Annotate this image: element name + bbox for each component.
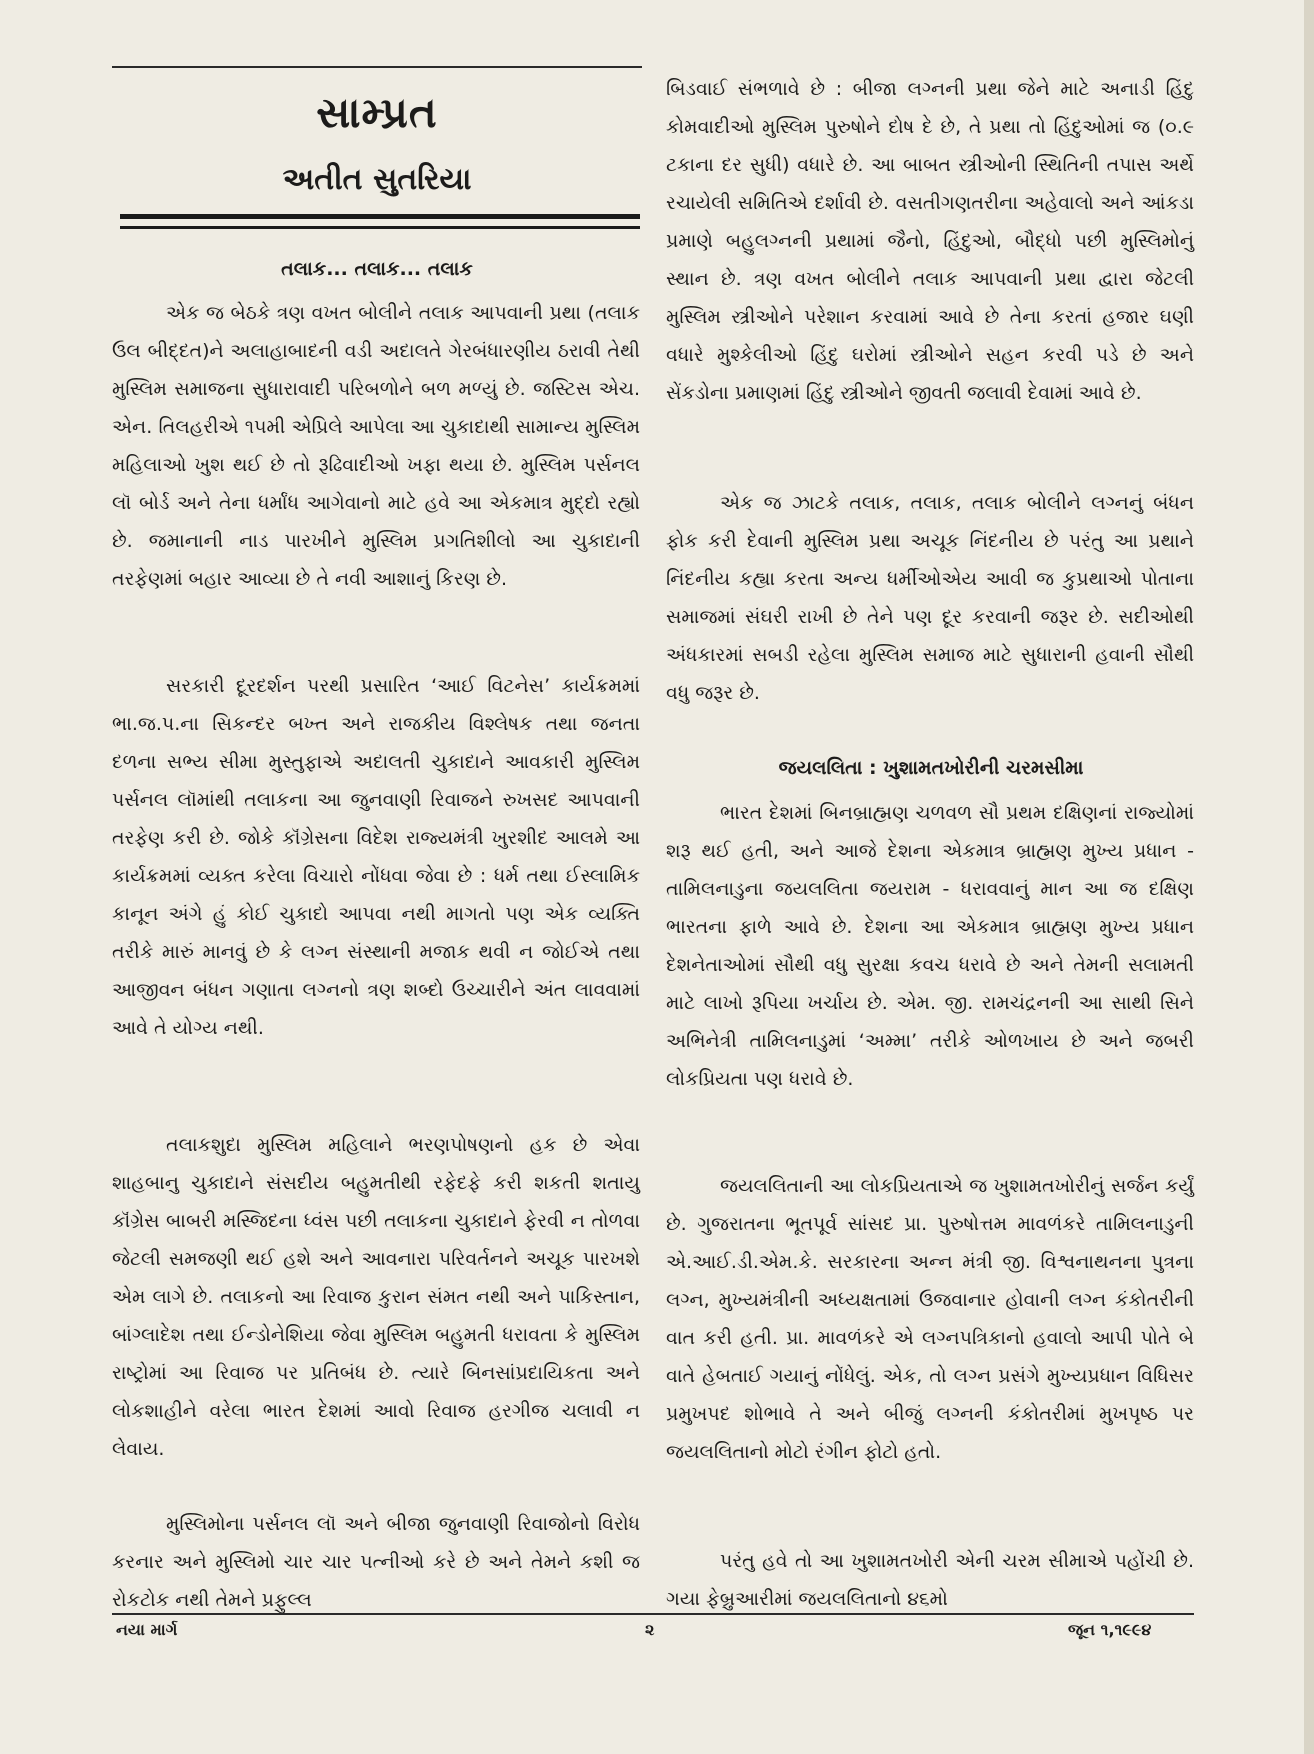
publication-name: નયા માર્ગ <box>116 1620 178 1639</box>
header-rule-thin <box>120 226 640 229</box>
paragraph: સરકારી દૂરદર્શન પરથી પ્રસારિત ‘આઈ વિટનેસ’ કાર્યક્રમમાં ભા.જ.પ.ના સિકન્દર બખ્ત અને રાજકીય વિશ્લેષક તથા જનતા દળના સભ્ય સીમા મુસ્તુફાએ અદાલતી ચુકાદાને આવકારી મુસ્લિમ પર્સનલ લૉમાંથી તલાકના આ જુનવાણી રિવાજને રુખસદ આપવાની તરફેણ કરી છે. જોકે કૉંગ્રેસના વિદેશ રાજ્યમંત્રી ખુરશીદ આલમે આ કાર્યક્રમમાં વ્યક્ત કરેલા વિચારો નોંધવા જેવા છે : ધર્મ તથા ઈસ્લામિક કાનૂન અંગે હું કોઈ ચુકાદો આપવા નથી માગતો પણ એક વ્યક્તિ તરીકે મારું માનવું છે કે લગ્ન સંસ્થાની મજાક થવી ન જોઈએ તથા આજીવન બંધન ગણાતા લગ્નનો ત્રણ શબ્દો ઉચ્ચારીને અંત લાવવામાં આવે તે યોગ્ય નથી. <box>112 675 640 1039</box>
paragraph: પરંતુ હવે તો આ ખુશામતખોરી એની ચરમ સીમાએ પહોંચી છે. ગયા ફેબ્રુઆરીમાં જયલલિતાનો ૪૬મો <box>666 1550 1194 1610</box>
article-block <box>666 1167 1194 1471</box>
author-name: અતીત સુતરિયા <box>282 162 472 197</box>
article-block <box>666 794 1194 1098</box>
article-block <box>112 667 640 1047</box>
issue-date: જૂન ૧,૧૯૯૪ <box>1068 1620 1152 1639</box>
section-heading-jayalalitha: જયલલિતા : ખુશામતખોરીની ચરમસીમા <box>778 757 1084 779</box>
paragraph: તલાકશુદા મુસ્લિમ મહિલાને ભરણપોષણનો હક છે એવા શાહબાનુ ચુકાદાને સંસદીય બહુમતીથી રફેદફે કરી શકતી શતાયુ કૉંગ્રેસ બાબરી મસ્જિદના ધ્વંસ પછી તલાકના ચુકાદાને ફેરવી ન તોળવા જેટલી સમજણી થઈ હશે અને આવનારા પરિવર્તનને અચૂક પારખશે એમ લાગે છે. તલાકનો આ રિવાજ કુરાન સંમત નથી અને પાકિસ્તાન, બાંગ્લાદેશ તથા ઈન્ડોનેશિયા જેવા મુસ્લિમ બહુમતી ધરાવતા કે મુસ્લિમ રાષ્ટ્રોમાં આ રિવાજ પર પ્રતિબંધ છે. ત્યારે બિનસાંપ્રદાયિકતા અને લોકશાહીને વરેલા ભારત દેશમાં આવો રિવાજ હરગીજ ચલાવી ન લેવાય. <box>112 1134 640 1460</box>
article-block <box>112 294 640 598</box>
paragraph: એક જ બેઠકે ત્રણ વખત બોલીને તલાક આપવાની પ્રથા (તલાક ઉલ બીદ્દત)ને અલાહાબાદની વડી અદાલતે ગેરબંધારણીય ઠરાવી તેથી મુસ્લિમ સમાજના સુધારાવાદી પરિબળોને બળ મળ્યું છે. જસ્ટિસ એચ. એન. તિલહરીએ ૧૫મી એપ્રિલે આપેલા આ ચુકાદાથી સામાન્ય મુસ્લિમ મહિલાઓ ખુશ થઈ છે તો રૂઢિવાદીઓ ખફા થયા છે. મુસ્લિમ પર્સનલ લૉ બોર્ડ અને તેના ધર્માંધ આગેવાનો માટે હવે આ એકમાત્ર મુદ્દો રહ્યો છે. જમાનાની નાડ પારખીને મુસ્લિમ પ્રગતિશીલો આ ચુકાદાની તરફેણમાં બહાર આવ્યા છે તે નવી આશાનું કિરણ છે. <box>112 302 640 590</box>
article-block <box>666 1542 1194 1618</box>
page-number: ૨ <box>645 1620 655 1639</box>
paragraph: મુસ્લિમોના પર્સનલ લૉ અને બીજા જુનવાણી રિવાજોનો વિરોધ કરનાર અને મુસ્લિમો ચાર ચાર પત્નીઓ કરે છે અને તેમને કશી જ રોકટોક નથી તેમને પ્રફુલ્લ <box>112 1513 640 1611</box>
top-rule <box>112 66 642 68</box>
column-name: સામ્પ્રત <box>316 88 438 137</box>
article-block <box>666 484 1194 712</box>
article-block <box>112 1505 640 1619</box>
paragraph: જયલલિતાની આ લોકપ્રિયતાએ જ ખુશામતખોરીનું સર્જન કર્યું છે. ગુજરાતના ભૂતપૂર્વ સાંસદ પ્રા. પુરુષોત્તમ માવળંકરે તામિલનાડુની એ.આઈ.ડી.એમ.કે. સરકારના અન્ન મંત્રી જી. વિશ્વનાથનના પુત્રના લગ્ન, મુખ્યમંત્રીની અધ્યક્ષતામાં ઉજવાનાર હોવાની લગ્ન કંકોતરીની વાત કરી હતી. પ્રા. માવળંકરે એ લગ્નપત્રિકાનો હવાલો આપી પોતે બે વાતે હેબતાઈ ગયાનું નોંધેલું. એક, તો લગ્ન પ્રસંગે મુખ્યપ્રધાન વિધિસર પ્રમુખપદ શોભાવે તે અને બીજું લગ્નની કંકોતરીમાં મુખપૃષ્ઠ પર જયલલિતાનો મોટો રંગીન ફોટો હતો. <box>666 1175 1194 1463</box>
footer-rule <box>112 1613 1194 1615</box>
article-block <box>112 1126 640 1468</box>
section-heading-talaq: તલાક... તલાક... તલાક <box>281 258 473 280</box>
header-rule-thick <box>120 214 640 219</box>
paragraph-continued: બિડવાઈ સંભળાવે છે : બીજા લગ્નની પ્રથા જેને માટે અનાડી હિંદુ કોમવાદીઓ મુસ્લિમ પુરુષોને દોષ દે છે, તે પ્રથા તો હિંદુઓમાં જ (૦.૯ ટકાના દર સુધી) વધારે છે. આ બાબત સ્ત્રીઓની સ્થિતિની તપાસ અર્થે રચાયેલી સમિતિએ દર્શાવી છે. વસતીગણતરીના અહેવાલો અને આંકડા પ્રમાણે બહુલગ્નની પ્રથામાં જૈનો, હિંદુઓ, બૌદ્ધો પછી મુસ્લિમોનું સ્થાન છે. ત્રણ વખત બોલીને તલાક આપવાની પ્રથા દ્વારા જેટલી મુસ્લિમ સ્ત્રીઓને પરેશાન કરવામાં આવે છે તેના કરતાં હજાર ઘણી વધારે મુશ્કેલીઓ હિંદુ ઘરોમાં સ્ત્રીઓને સહન કરવી પડે છે અને સેંકડોના પ્રમાણમાં હિંદુ સ્ત્રીઓને જીવતી જલાવી દેવામાં આવે છે. <box>666 78 1194 404</box>
paragraph: ભારત દેશમાં બિનબ્રાહ્મણ ચળવળ સૌ પ્રથમ દક્ષિણનાં રાજ્યોમાં શરૂ થઈ હતી, અને આજે દેશના એકમાત્ર બ્રાહ્મણ મુખ્ય પ્રધાન - તામિલનાડુના જયલલિતા જયરામ - ધરાવવાનું માન આ જ દક્ષિણ ભારતના ફાળે આવે છે. દેશના આ એકમાત્ર બ્રાહ્મણ મુખ્ય પ્રધાન દેશનેતાઓમાં સૌથી વધુ સુરક્ષા કવચ ધરાવે છે અને તેમની સલામતી માટે લાખો રૂપિયા ખર્ચાય છે. એમ. જી. રામચંદ્રનની આ સાથી સિને અભિનેત્રી તામિલનાડુમાં ‘અમ્મા’ તરીકે ઓળખાય છે અને જબરી લોકપ્રિયતા પણ ધરાવે છે. <box>666 802 1194 1090</box>
paragraph: એક જ ઝાટકે તલાક, તલાક, તલાક બોલીને લગ્નનું બંધન ફોક કરી દેવાની મુસ્લિમ પ્રથા અચૂક નિંદનીય છે પરંતુ આ પ્રથાને નિંદનીય કહ્યા કરતા અન્ય ધર્મીઓએય આવી જ કુપ્રથાઓ પોતાના સમાજમાં સંઘરી રાખી છે તેને પણ દૂર કરવાની જરૂર છે. સદીઓથી અંધકારમાં સબડી રહેલા મુસ્લિમ સમાજ માટે સુધારાની હવાની સૌથી વધુ જરૂર છે. <box>666 492 1194 704</box>
page-edge <box>1304 0 1314 1754</box>
article-block <box>666 70 1194 412</box>
